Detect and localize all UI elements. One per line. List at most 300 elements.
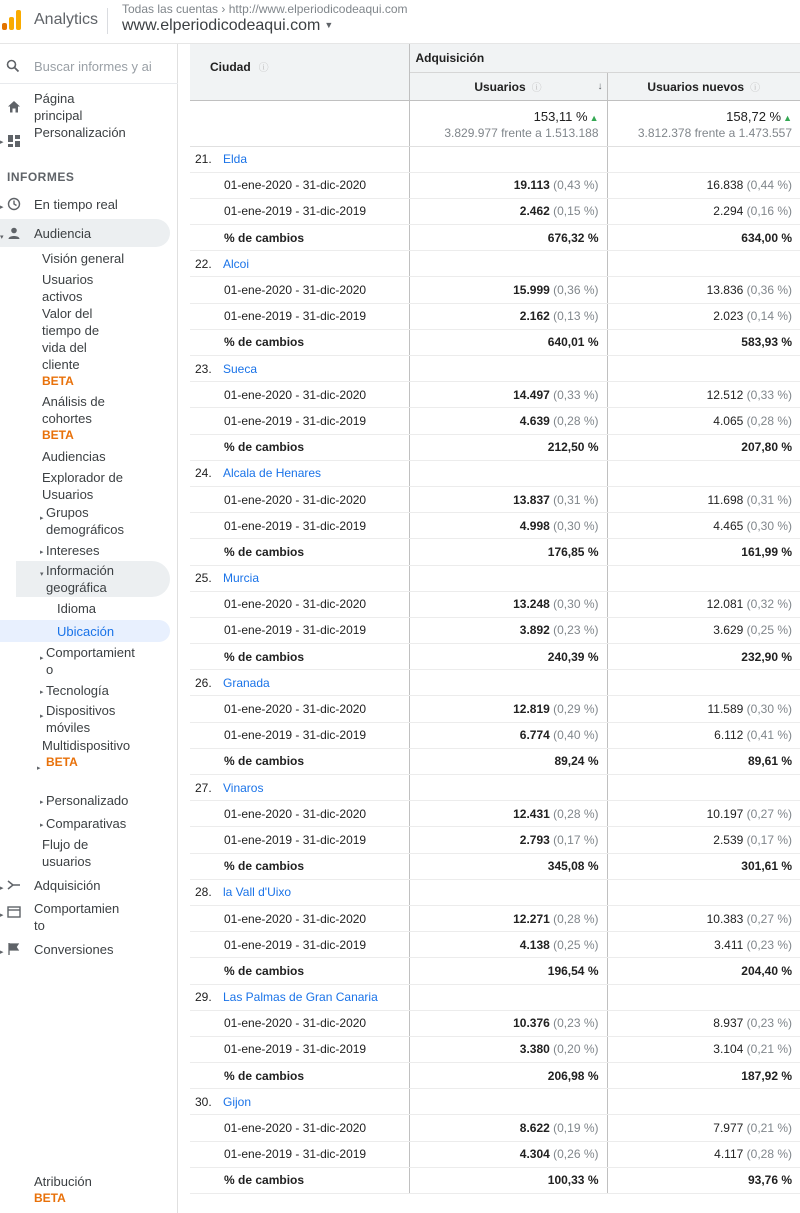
users-value: 14.497: [513, 387, 550, 402]
expand-arrow-icon: ▸: [40, 689, 44, 696]
period-row: [190, 591, 800, 617]
new-users-share: (0,30 %): [746, 702, 793, 717]
clock-icon: [7, 197, 21, 211]
city-link[interactable]: Elda: [223, 152, 248, 167]
nav-behavior[interactable]: [0, 899, 170, 933]
row-index: 21.: [195, 152, 212, 167]
new-users-value-cell: [607, 801, 800, 827]
period-row: [190, 303, 800, 329]
city-link[interactable]: Vinaros: [223, 780, 264, 795]
new-users-value: 12.512: [706, 387, 744, 402]
city-row: [190, 146, 800, 172]
users-share: (0,13 %): [553, 309, 599, 324]
nav-home-label: Página principal: [34, 91, 83, 123]
users-value-cell: [409, 198, 607, 224]
users-share: (0,30 %): [553, 597, 599, 612]
new-users-value: 2.023: [713, 309, 744, 324]
new-users-value-cell: [607, 1036, 800, 1062]
empty-cell: [409, 146, 607, 172]
users-value-cell: [409, 932, 607, 958]
period-row: [190, 1141, 800, 1167]
empty-cell: [409, 565, 607, 591]
new-users-change: 89,61 %: [607, 748, 800, 774]
users-share: (0,26 %): [553, 1147, 599, 1162]
users-value-cell: [409, 1141, 607, 1167]
nav-customization-label: Personalización: [34, 125, 126, 140]
period-row: [190, 696, 800, 722]
nav-acquisition[interactable]: [0, 876, 170, 896]
users-value: 2.162: [519, 309, 550, 324]
nav-behavior-sub-label: Comportamiento: [46, 645, 135, 677]
empty-cell: [409, 460, 607, 486]
new-users-change: 583,93 %: [607, 329, 800, 355]
nav-customization[interactable]: [0, 124, 170, 158]
new-users-value-cell: [607, 722, 800, 748]
period-label: 01-ene-2020 - 31-dic-2020: [190, 905, 409, 931]
nav-active-users-label: Usuarios activos: [42, 272, 94, 304]
new-users-share: (0,25 %): [746, 623, 793, 638]
empty-cell: [409, 984, 607, 1010]
change-row: [190, 225, 800, 251]
new-users-share: (0,41 %): [746, 728, 793, 743]
change-row: [190, 748, 800, 774]
new-users-summary-comparison: 3.812.378 frente a 1.473.557: [637, 125, 793, 140]
nav-technology-label: Tecnología: [46, 683, 109, 698]
new-users-change: 93,76 %: [607, 1167, 800, 1193]
nav-realtime[interactable]: [0, 194, 170, 214]
expand-arrow-icon: ▸: [40, 549, 44, 556]
new-users-share: (0,16 %): [746, 204, 793, 219]
app-name: Analytics: [34, 11, 99, 28]
home-icon: [7, 100, 21, 114]
users-summary-cell: [409, 100, 607, 146]
period-row: [190, 617, 800, 643]
city-link[interactable]: Granada: [223, 675, 270, 690]
collapse-arrow-icon: ▾: [40, 571, 44, 578]
period-label: 01-ene-2019 - 31-dic-2019: [190, 932, 409, 958]
nav-user-explorer[interactable]: [42, 469, 134, 503]
help-icon[interactable]: ⓘ: [531, 82, 542, 94]
period-label: 01-ene-2020 - 31-dic-2020: [190, 277, 409, 303]
users-share: (0,36 %): [553, 283, 599, 298]
city-row: [190, 775, 800, 801]
users-change: 100,33 %: [409, 1167, 607, 1193]
period-label: 01-ene-2020 - 31-dic-2020: [190, 172, 409, 198]
nav-overview-label: Visión general: [42, 251, 125, 266]
nav-cross-device-label: Multidispositivo: [42, 738, 131, 753]
header-divider: [107, 8, 108, 34]
period-label: 01-ene-2019 - 31-dic-2019: [190, 617, 409, 643]
users-change: 640,01 %: [409, 329, 607, 355]
users-value-cell: [409, 696, 607, 722]
nav-audiences[interactable]: [42, 448, 162, 465]
users-share: (0,15 %): [553, 204, 599, 219]
new-users-share: (0,27 %): [746, 806, 793, 821]
period-label: 01-ene-2019 - 31-dic-2019: [190, 827, 409, 853]
summary-row: [190, 100, 800, 146]
users-value-cell: [409, 827, 607, 853]
users-column-header[interactable]: [409, 72, 607, 100]
nav-custom[interactable]: [40, 792, 166, 809]
empty-cell: [409, 670, 607, 696]
new-users-value-cell: [607, 696, 800, 722]
new-users-value-cell: [607, 303, 800, 329]
period-label: 01-ene-2020 - 31-dic-2020: [190, 1010, 409, 1036]
users-share: (0,23 %): [553, 623, 599, 638]
nav-audiences-label: Audiencias: [42, 449, 106, 464]
new-users-value: 3.104: [713, 1042, 744, 1057]
new-users-share: (0,21 %): [746, 1121, 793, 1136]
users-share: (0,33 %): [553, 387, 599, 402]
users-value: 4.138: [519, 937, 550, 952]
period-row: [190, 932, 800, 958]
change-row: [190, 853, 800, 879]
users-value-cell: [409, 303, 607, 329]
period-label: 01-ene-2019 - 31-dic-2019: [190, 1036, 409, 1062]
acquisition-group-header: Adquisición: [409, 44, 800, 72]
users-share: (0,43 %): [553, 178, 599, 193]
new-users-share: (0,28 %): [746, 1147, 793, 1162]
empty-cell: [409, 251, 607, 277]
users-value: 2.793: [519, 832, 550, 847]
new-users-value-cell: [607, 408, 800, 434]
period-label: 01-ene-2019 - 31-dic-2019: [190, 513, 409, 539]
users-value-cell: [409, 1115, 607, 1141]
empty-cell: [607, 775, 800, 801]
nav-attribution-label: Atribución: [34, 1174, 92, 1189]
nav-behavior-sub[interactable]: [40, 644, 136, 678]
new-users-share: (0,32 %): [746, 597, 793, 612]
change-label: % de cambios: [190, 1063, 409, 1089]
nav-attribution[interactable]: [0, 1172, 170, 1208]
new-users-summary-pct: 158,72 %: [726, 108, 782, 124]
trend-up-icon: ▲: [589, 112, 599, 123]
empty-cell: [607, 879, 800, 905]
nav-benchmarking-label: Comparativas: [46, 816, 127, 831]
nav-location-label: Ubicación: [57, 624, 115, 639]
nav-geo-label: Información geográfica: [46, 563, 114, 595]
new-users-value: 2.539: [713, 832, 744, 847]
change-row: [190, 539, 800, 565]
new-users-value: 11.698: [707, 492, 744, 507]
users-value: 10.376: [513, 1016, 550, 1031]
city-link[interactable]: Alcala de Henares: [223, 466, 322, 481]
expand-arrow-icon: ▸: [40, 713, 44, 720]
users-value: 4.998: [519, 518, 550, 533]
nav-audience[interactable]: [0, 219, 170, 247]
users-value-cell: [409, 277, 607, 303]
expand-arrow-icon: ▸: [0, 885, 4, 892]
new-users-share: (0,36 %): [746, 283, 793, 298]
users-value: 4.304: [519, 1147, 550, 1162]
new-users-value: 2.294: [713, 204, 744, 219]
period-row: [190, 1115, 800, 1141]
users-value-cell: [409, 722, 607, 748]
nav-cohort-label: Análisis de cohortes: [42, 394, 105, 426]
city-header-label: Ciudad: [210, 60, 251, 74]
users-header-label: Usuarios: [474, 79, 526, 94]
period-label: 01-ene-2019 - 31-dic-2019: [190, 408, 409, 434]
users-value: 8.622: [519, 1121, 550, 1136]
empty-cell: [607, 984, 800, 1010]
new-users-share: (0,23 %): [746, 937, 793, 952]
new-users-value: 4.465: [713, 518, 744, 533]
change-row: [190, 434, 800, 460]
city-link[interactable]: Las Palmas de Gran Canaria: [223, 990, 378, 1005]
search-reports-input[interactable]: [34, 57, 164, 75]
users-value-cell: [409, 486, 607, 512]
nav-conversions[interactable]: [0, 940, 170, 960]
search-icon: [6, 59, 20, 73]
new-users-header-label: Usuarios nuevos: [647, 79, 745, 94]
sidebar: [0, 44, 178, 1213]
city-name-cell: [190, 146, 409, 172]
nav-geo[interactable]: [40, 562, 136, 596]
period-label: 01-ene-2020 - 31-dic-2020: [190, 591, 409, 617]
new-users-value-cell: [607, 932, 800, 958]
users-share: (0,28 %): [553, 413, 599, 428]
nav-benchmarking[interactable]: [40, 815, 166, 832]
new-users-summary-cell: [607, 100, 800, 146]
users-value: 2.462: [519, 204, 550, 219]
nav-interests-label: Intereses: [46, 543, 100, 558]
new-users-change: 187,92 %: [607, 1063, 800, 1089]
nav-interests[interactable]: [40, 542, 166, 559]
empty-cell: [607, 565, 800, 591]
nav-active-users[interactable]: [42, 271, 112, 305]
city-row: [190, 251, 800, 277]
period-label: 01-ene-2020 - 31-dic-2020: [190, 801, 409, 827]
change-label: % de cambios: [190, 539, 409, 565]
city-link[interactable]: Gijon: [223, 1094, 252, 1109]
city-link[interactable]: la Vall d'Uixo: [223, 885, 292, 900]
collapse-arrow-icon: ▾: [0, 234, 4, 241]
period-row: [190, 1010, 800, 1036]
users-value-cell: [409, 408, 607, 434]
summary-empty-cell: [190, 100, 409, 146]
nav-demographics-label: Grupos demográficos: [46, 505, 125, 537]
account-selector[interactable]: [122, 17, 333, 35]
nav-users-flow-label: Flujo de usuarios: [42, 837, 92, 869]
nav-acquisition-label: Adquisición: [34, 878, 101, 893]
empty-cell: [607, 460, 800, 486]
period-row: [190, 486, 800, 512]
report-search: [0, 50, 178, 84]
users-change: 176,85 %: [409, 539, 607, 565]
new-users-value-cell: [607, 591, 800, 617]
new-users-value: 13.836: [706, 283, 744, 298]
users-value-cell: [409, 1036, 607, 1062]
users-value: 6.774: [519, 728, 550, 743]
help-icon[interactable]: ⓘ: [258, 63, 269, 74]
new-users-share: (0,27 %): [746, 911, 793, 926]
expand-arrow-icon: ▸: [37, 765, 41, 772]
top-header: [0, 0, 800, 44]
period-row: [190, 172, 800, 198]
empty-cell: [607, 670, 800, 696]
users-value: 12.271: [513, 911, 550, 926]
nav-cross-device[interactable]: [37, 737, 134, 772]
help-icon[interactable]: ⓘ: [750, 82, 761, 94]
period-row: [190, 722, 800, 748]
users-change: 196,54 %: [409, 958, 607, 984]
new-users-value: 11.589: [707, 702, 744, 717]
new-users-change: 634,00 %: [607, 225, 800, 251]
change-label: % de cambios: [190, 225, 409, 251]
users-value-cell: [409, 617, 607, 643]
caret-down-icon: ▼: [324, 20, 334, 30]
users-value: 13.248: [513, 597, 550, 612]
city-name-cell: [190, 460, 409, 486]
users-share: (0,23 %): [553, 1016, 599, 1031]
new-users-change: 204,40 %: [607, 958, 800, 984]
new-users-column-header[interactable]: [607, 72, 800, 100]
beta-badge: BETA: [42, 374, 74, 388]
nav-overview[interactable]: [42, 250, 162, 267]
period-row: [190, 408, 800, 434]
period-label: 01-ene-2019 - 31-dic-2019: [190, 722, 409, 748]
new-users-value-cell: [607, 277, 800, 303]
nav-mobile-label: Dispositivos móviles: [46, 703, 116, 735]
beta-badge: BETA: [34, 1191, 66, 1205]
trend-up-icon: ▲: [783, 112, 793, 123]
city-row: [190, 1089, 800, 1115]
new-users-value-cell: [607, 827, 800, 853]
users-value: 12.819: [513, 702, 550, 717]
new-users-value-cell: [607, 1115, 800, 1141]
empty-cell: [607, 1089, 800, 1115]
new-users-value: 4.065: [713, 413, 744, 428]
city-name-cell: [190, 356, 409, 382]
period-row: [190, 198, 800, 224]
users-value-cell: [409, 513, 607, 539]
city-row: [190, 879, 800, 905]
users-share: (0,19 %): [553, 1121, 599, 1136]
period-label: 01-ene-2019 - 31-dic-2019: [190, 198, 409, 224]
row-index: 22.: [195, 256, 212, 271]
empty-cell: [607, 251, 800, 277]
new-users-share: (0,14 %): [746, 309, 793, 324]
new-users-value-cell: [607, 905, 800, 931]
nav-demographics[interactable]: [40, 504, 146, 538]
report-table-container: [190, 44, 800, 1194]
users-share: (0,25 %): [553, 937, 599, 952]
change-label: % de cambios: [190, 853, 409, 879]
change-label: % de cambios: [190, 958, 409, 984]
nav-language[interactable]: [57, 600, 177, 617]
users-share: (0,20 %): [553, 1042, 599, 1057]
users-change: 676,32 %: [409, 225, 607, 251]
period-row: [190, 1036, 800, 1062]
change-row: [190, 958, 800, 984]
new-users-value-cell: [607, 382, 800, 408]
city-name-cell: [190, 984, 409, 1010]
change-label: % de cambios: [190, 434, 409, 460]
period-row: [190, 513, 800, 539]
users-value-cell: [409, 591, 607, 617]
new-users-change: 161,99 %: [607, 539, 800, 565]
row-index: 30.: [195, 1094, 212, 1109]
new-users-share: (0,23 %): [746, 1016, 793, 1031]
period-row: [190, 801, 800, 827]
nav-mobile[interactable]: [40, 702, 126, 736]
period-label: 01-ene-2020 - 31-dic-2020: [190, 1115, 409, 1141]
users-summary-comparison: 3.829.977 frente a 1.513.188: [444, 125, 599, 140]
period-label: 01-ene-2020 - 31-dic-2020: [190, 382, 409, 408]
sort-descending-icon[interactable]: ↓: [597, 80, 603, 92]
expand-arrow-icon: ▸: [40, 822, 44, 829]
nav-technology[interactable]: [40, 682, 166, 699]
row-index: 28.: [195, 885, 212, 900]
report-table: [190, 44, 800, 1194]
city-row: [190, 670, 800, 696]
nav-behavior-label: Comportamiento: [34, 901, 120, 933]
expand-arrow-icon: ▸: [40, 799, 44, 806]
new-users-value: 4.117: [714, 1147, 744, 1162]
nav-home[interactable]: [0, 90, 170, 124]
expand-arrow-icon: ▸: [0, 912, 4, 919]
city-name-cell: [190, 251, 409, 277]
account-breadcrumb[interactable]: Todas las cuentas › http://www.elperiodicodeaqui.com: [122, 2, 408, 16]
expand-arrow-icon: ▸: [40, 515, 44, 522]
new-users-value-cell: [607, 617, 800, 643]
city-link[interactable]: Murcia: [223, 571, 260, 586]
reports-section-header: INFORMES: [7, 170, 75, 184]
new-users-share: (0,28 %): [746, 413, 793, 428]
new-users-value: 10.197: [706, 806, 744, 821]
users-change: 89,24 %: [409, 748, 607, 774]
change-label: % de cambios: [190, 1167, 409, 1193]
city-name-cell: [190, 879, 409, 905]
row-index: 26.: [195, 675, 212, 690]
dashboard-icon: [7, 134, 21, 148]
analytics-logo-icon[interactable]: [2, 8, 22, 30]
nav-lifetime-value[interactable]: [42, 305, 114, 390]
change-row: [190, 644, 800, 670]
users-value-cell: [409, 1010, 607, 1036]
city-link[interactable]: Alcoi: [223, 256, 250, 271]
users-value: 19.113: [513, 178, 550, 193]
nav-users-flow[interactable]: [42, 836, 104, 870]
users-value-cell: [409, 905, 607, 931]
new-users-value: 3.629: [713, 623, 744, 638]
new-users-value: 7.977: [713, 1121, 744, 1136]
nav-location[interactable]: [57, 623, 177, 640]
acquisition-icon: [7, 878, 21, 892]
nav-custom-label: Personalizado: [46, 793, 129, 808]
beta-badge: BETA: [46, 755, 78, 769]
new-users-share: (0,21 %): [746, 1042, 793, 1057]
new-users-value-cell: [607, 172, 800, 198]
city-link[interactable]: Sueca: [223, 361, 258, 376]
new-users-share: (0,31 %): [746, 492, 793, 507]
row-index: 25.: [195, 571, 212, 586]
new-users-value: 8.937: [713, 1016, 744, 1031]
users-change: 206,98 %: [409, 1063, 607, 1089]
nav-realtime-label: En tiempo real: [34, 197, 118, 212]
period-label: 01-ene-2019 - 31-dic-2019: [190, 1141, 409, 1167]
city-column-header[interactable]: [190, 44, 409, 100]
users-share: (0,17 %): [553, 832, 599, 847]
users-value: 15.999: [513, 283, 550, 298]
nav-language-label: Idioma: [57, 601, 97, 616]
city-row: [190, 565, 800, 591]
nav-cohort-analysis[interactable]: [42, 393, 122, 444]
users-value: 4.639: [519, 413, 550, 428]
change-label: % de cambios: [190, 748, 409, 774]
change-row: [190, 1167, 800, 1193]
expand-arrow-icon: ▸: [0, 949, 4, 956]
